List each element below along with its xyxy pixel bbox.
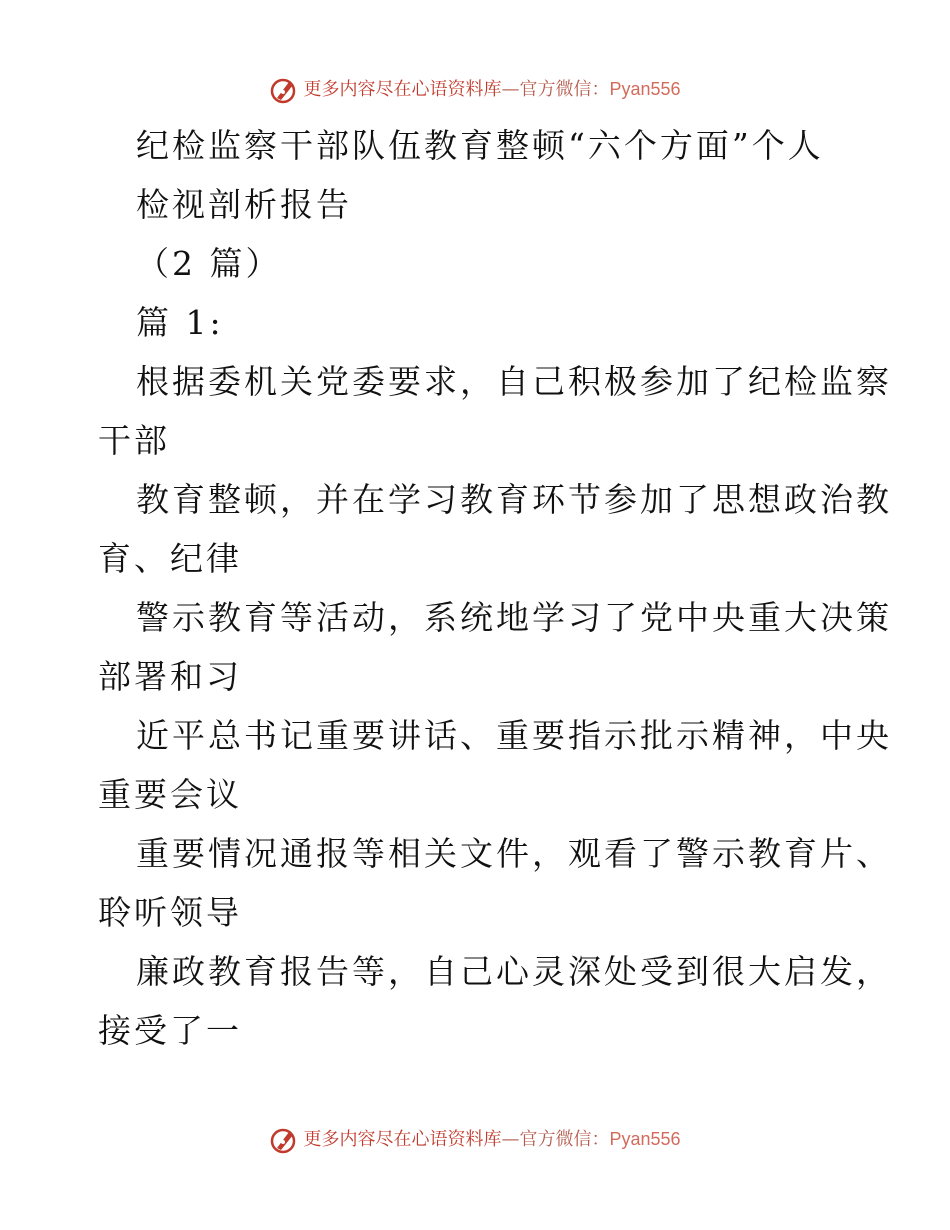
watermark-wechat-id: Pyan556 [609,79,681,99]
document-text-line: 育、纪律 [98,539,242,578]
document-text-line: （2 篇） [136,244,282,283]
pen-nib-icon [269,1126,299,1154]
document-text-line: 检视剖析报告 [136,185,352,224]
watermark-wechat-id: Pyan556 [609,1129,681,1149]
document-text-line: 警示教育等活动，系统地学习了党中央重大决策 [136,598,892,637]
document-text-line: 根据委机关党委要求，自己积极参加了纪检监察 [136,362,892,401]
watermark-separator: — [501,1129,520,1150]
document-text-line: 聆听领导 [98,893,242,932]
watermark-footer [0,1126,950,1154]
pen-nib-icon [269,76,299,104]
document-text-line: 部署和习 [98,657,242,696]
watermark-wechat-label: 官方微信： [519,1129,610,1150]
document-text-line: 干部 [98,421,170,460]
watermark-wechat-label: 官方微信： [519,79,610,100]
document-text-line: 教育整顿，并在学习教育环节参加了思想政治教 [136,480,892,519]
watermark-separator: — [501,79,520,100]
document-text-line: 廉政教育报告等，自己心灵深处受到很大启发， [136,952,892,991]
watermark-main-text: 更多内容尽在心语资料库 [303,1129,502,1150]
document-title-line: 纪检监察干部队伍教育整顿“六个方面”个人 [136,126,824,165]
document-text-line: 篇 1: [136,303,224,342]
document-text-line: 重要会议 [98,775,242,814]
watermark-header [0,76,950,104]
document-text-line: 接受了一 [98,1011,242,1050]
document-text-line: 近平总书记重要讲话、重要指示批示精神，中央 [136,716,892,755]
document-body [98,116,892,1060]
watermark-main-text: 更多内容尽在心语资料库 [303,79,502,100]
document-text-line: 重要情况通报等相关文件，观看了警示教育片、 [136,834,892,873]
